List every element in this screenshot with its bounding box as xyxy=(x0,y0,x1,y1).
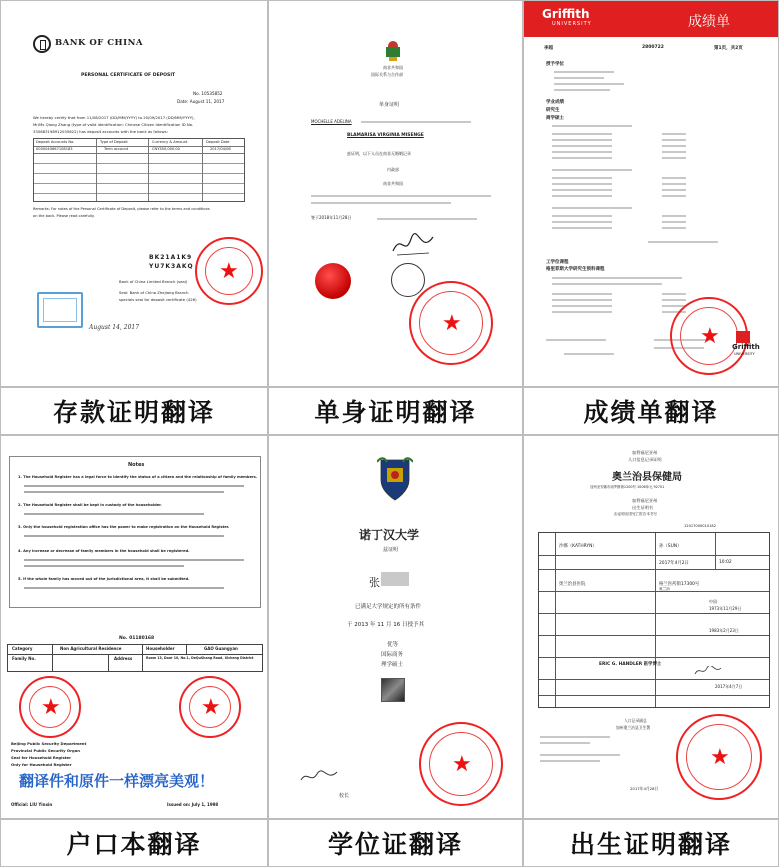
family-no-label: Family No. xyxy=(12,656,36,661)
section-master: 商学硕士 xyxy=(546,116,564,121)
deposit-p1: We hereby certify that from 11/08/2017 (DD/MM/YYYY) to 20/09/2017 (DD/MM/YYYY), xyxy=(33,115,195,120)
university-name: 诺丁汉大学 xyxy=(359,528,420,542)
degree-text-1: 已满足大学规定的所有条件 xyxy=(355,604,422,610)
red-seal-icon: ★ xyxy=(195,237,263,305)
griffith-logo: Griffith xyxy=(542,7,590,21)
single-subheader: 国际关系与合作部 xyxy=(371,72,403,77)
note-4: 4. Any increase or decrease of family members in the household shall be registered. xyxy=(18,549,190,553)
deposit-p3: 330683198912035622) has deposit accounts with the bank as follows: xyxy=(33,129,168,134)
caption-birth: 出生证明翻译 xyxy=(523,819,779,867)
degree-honors: 优等 xyxy=(387,642,399,648)
deposit-certificate-image xyxy=(0,0,268,387)
transcript-rows xyxy=(552,125,722,255)
coat-of-arms-icon xyxy=(385,41,401,61)
red-seal-icon: ★ xyxy=(419,722,503,806)
col-type: Type of Deposit xyxy=(100,140,128,144)
certify-date: 2017年4月7日 xyxy=(715,684,743,689)
hukou-image xyxy=(0,435,268,819)
col-amount: Currency & Amount xyxy=(152,140,188,144)
mother-dob: 1983年2月23日 xyxy=(709,628,739,633)
degree-type: 理学硕士 xyxy=(381,662,404,668)
red-seal-icon: ★ xyxy=(409,281,493,365)
bank-of-china-logo-icon xyxy=(33,35,51,53)
official-name: Official: LIU Yinxin xyxy=(11,802,53,807)
account-number: 0000040667108183 xyxy=(36,147,73,151)
note-5: 5. If the whole family has moved out of the jurisdictional area, it shall be submitted. xyxy=(18,577,190,581)
birth-certificate-image xyxy=(523,435,779,819)
page-indicator: 第1页，共2页 xyxy=(714,46,743,51)
birth-city: 奥兰治 xyxy=(659,587,670,591)
single-date: 签于2018年11月28日 xyxy=(311,215,352,220)
birth-date: 2017年4月2日 xyxy=(659,561,689,566)
registrar-title: 人口记录副总 xyxy=(624,718,647,723)
griffith-logo-bottom: Griffith xyxy=(732,343,760,351)
birth-state-2: 加利福尼亚州 xyxy=(632,498,658,503)
single-text-3: 南非共和国 xyxy=(383,181,403,186)
deposit-p2: Mr/Ms Qiong Zhang (type of valid identification: Chinese Citizen Identification ID No. xyxy=(33,122,194,127)
name-redaction xyxy=(381,572,409,586)
householder-value: GAO Guangyan xyxy=(204,646,238,651)
hologram-icon xyxy=(381,678,405,702)
issue-date: 2017年4月28日 xyxy=(630,786,659,791)
doctor-name: ERIC G. HANDLER 医学博士 xyxy=(599,662,662,667)
birth-state: 加利福尼亚州 xyxy=(632,450,658,455)
president-label: 校长 xyxy=(339,793,350,799)
blue-stamp-icon xyxy=(37,292,83,328)
birth-time: 10:02 xyxy=(719,560,732,565)
certify-text: 兹证明 xyxy=(383,547,399,553)
birth-number: 12017000010182 xyxy=(684,524,717,528)
birth-title: 出生证明书 xyxy=(632,505,653,510)
red-seal-icon: ★ xyxy=(670,297,748,375)
address-value: Room 13, Door 10, No.1, DeQuShang Road, Xicheng District xyxy=(146,656,254,660)
caption-degree: 学位证翻译 xyxy=(268,819,523,867)
birth-table xyxy=(538,532,770,708)
note-1: 1. The Household Register has a legal force to identify the status of a citizen and the relationship of family members. xyxy=(18,475,258,479)
birth-address: 加州圣安娜市南罗斯街1200号 1006单元 92701 xyxy=(590,485,665,489)
deposit-date: Date: August 11, 2017 xyxy=(177,99,225,104)
bureau-line-3: Seal for Household Register xyxy=(11,755,71,760)
seal-line-1: Seal: Bank of China Zhejiang Branch xyxy=(119,290,189,295)
doctor-signature-icon xyxy=(693,661,723,671)
graduate-name: 张 xyxy=(369,576,380,589)
griffith-logo-sub: UNIVERSITY xyxy=(552,21,592,27)
birth-note: 由证明出国死亡报告本书写 xyxy=(614,512,658,516)
single-header: 南非共和国 xyxy=(383,65,403,70)
section-prep: 格里菲斯大学研究生预科课程 xyxy=(546,267,605,272)
birth-street: 格兰医药街17300号 xyxy=(659,582,700,587)
address-label: Address xyxy=(114,656,133,661)
single-text-1: 兹证明，以下人员在南非无婚姻记录 xyxy=(347,151,411,156)
birth-hospital: 奥兰治县医院 xyxy=(559,582,586,587)
red-seal-right-icon: ★ xyxy=(179,676,241,738)
bureau-line-4: Only for Household Register xyxy=(11,762,72,767)
bureau-line-1: Beijing Public Security Department xyxy=(11,741,87,746)
caption-transcript: 成绩单翻译 xyxy=(523,387,779,435)
deposit-amount: CNY350,000.00 xyxy=(152,147,180,151)
col-accounts: Deposit Accounts No. xyxy=(36,140,75,144)
birth-record: 人口信息记录证明 xyxy=(628,457,662,462)
note-2: 2. The Household Register shall be kept in custody of the householder. xyxy=(18,503,162,507)
caption-deposit: 存款证明翻译 xyxy=(0,387,268,435)
red-seal-left-icon: ★ xyxy=(19,676,81,738)
child-name: 沙娜（KATHRYN） xyxy=(559,544,597,549)
nottingham-crest-icon xyxy=(377,456,413,502)
seal-line-2: specials seal for deposit certificate (426) xyxy=(119,297,197,302)
note-3: 3. Only the household registration office has the power to make registration on the Household Register. xyxy=(18,525,230,529)
single-name-line: MOCHELLE ADELINA xyxy=(311,119,352,124)
single-document xyxy=(287,19,507,369)
hukou-notes xyxy=(9,456,261,608)
signature-icon xyxy=(391,231,435,259)
registrar-office: 加州奥兰治县卫生署 xyxy=(616,725,651,730)
section-results: 学业成绩 xyxy=(546,100,564,105)
child-surname: 孙（SUN） xyxy=(659,544,682,549)
deposit-type: Term account xyxy=(104,147,129,151)
category-value: Non Agricultural Residence xyxy=(60,646,122,651)
issued-date: Issued on: July 1, 1998 xyxy=(167,802,219,807)
wax-seal-icon xyxy=(315,263,351,299)
section-postgrad: 研究生 xyxy=(546,108,560,113)
handwritten-date: August 14, 2017 xyxy=(89,324,140,331)
single-title: 单身证明 xyxy=(379,102,400,108)
student-id: 2800722 xyxy=(642,45,664,50)
bureau-line-2: Provincial Public Security Organ xyxy=(11,748,80,753)
red-seal-icon: ★ xyxy=(676,714,762,800)
category-label: Category xyxy=(12,646,33,651)
deposit-no: No. 10535852 xyxy=(193,91,223,96)
student-name: 李超 xyxy=(544,46,553,51)
single-text-2: 内政部 xyxy=(387,167,399,172)
remark-line-2: on the back. Please read carefully. xyxy=(33,214,95,218)
verify-code-1: BK21A1K9 xyxy=(149,254,193,261)
section-course: 工学位课程 xyxy=(546,260,569,265)
deposit-table xyxy=(33,138,245,202)
verify-code-2: YU7K3AKQ xyxy=(149,263,194,270)
transcript-document xyxy=(524,1,779,387)
single-certificate-image xyxy=(268,0,523,387)
degree-major: 国际商务 xyxy=(381,652,404,658)
father-country: 中国 xyxy=(709,599,717,604)
griffith-emblem-icon xyxy=(736,331,750,343)
hukou-slogan: 翻译件和原件一样漂亮美观！ xyxy=(19,772,215,790)
single-name: BLAMARISA VIRGINIA MISENGE xyxy=(347,133,424,138)
transcript-title: 成绩单 xyxy=(688,14,730,30)
hukou-table xyxy=(7,644,263,672)
caption-hukou: 户口本翻译 xyxy=(0,819,268,867)
caption-single: 单身证明翻译 xyxy=(268,387,523,435)
bank-name: BANK OF CHINA xyxy=(55,38,143,48)
degree-text-2: 于 2013 年 11 月 16 日授予其 xyxy=(347,622,424,628)
bank-branch: Bank of China Limited Branch (seal) xyxy=(119,279,188,284)
deposit-title: PERSONAL CERTIFICATE OF DEPOSIT xyxy=(81,73,176,78)
father-dob: 1973年11月29日 xyxy=(709,606,742,611)
signature-icon xyxy=(299,768,339,786)
householder-label: Householder xyxy=(146,646,175,651)
remark-line-1: Remarks: For notes of the Personal Certificate of Deposit, please refer to the terms and conditions xyxy=(33,207,210,211)
section-degree: 授予学位 xyxy=(546,62,564,67)
col-date: Deposit Date xyxy=(206,140,230,144)
deposit-document xyxy=(19,19,257,359)
black-stamp-icon xyxy=(391,263,425,297)
deposit-date-cell: 2017/04/08 xyxy=(210,147,231,151)
degree-certificate-image xyxy=(268,435,523,819)
griffith-logo-bottom-sub: UNIVERSITY xyxy=(734,352,755,356)
notes-title: Notes xyxy=(128,462,145,468)
birth-county: 奥兰治县保健局 xyxy=(612,472,682,483)
hukou-no: No. 01180168 xyxy=(119,636,155,641)
transcript-image xyxy=(523,0,779,387)
